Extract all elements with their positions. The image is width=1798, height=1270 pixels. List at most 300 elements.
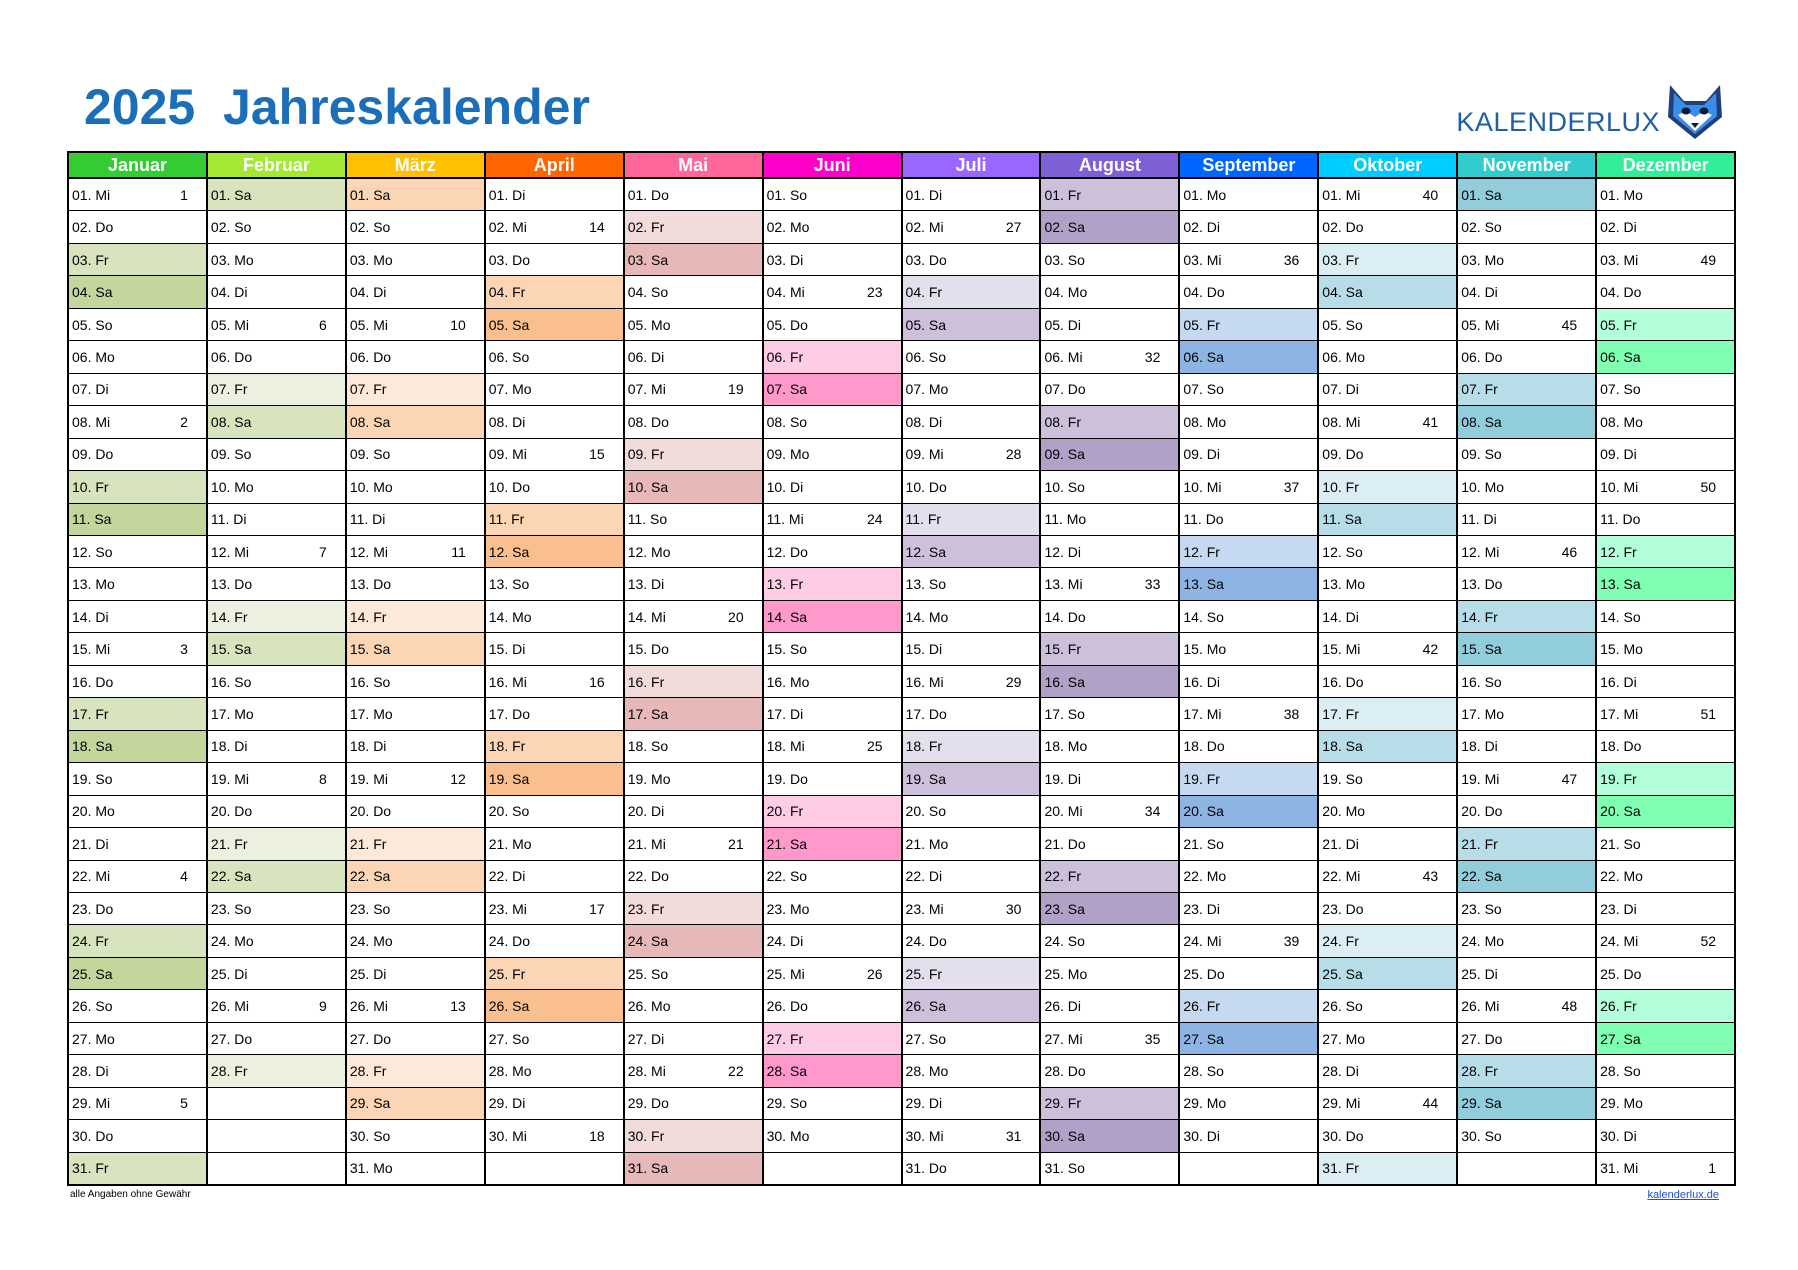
- day-cell[interactable]: [347, 471, 484, 503]
- day-cell[interactable]: [347, 276, 484, 308]
- day-cell[interactable]: [1180, 731, 1317, 763]
- day-cell[interactable]: [1597, 925, 1734, 957]
- day-cell[interactable]: [208, 958, 345, 990]
- day-cell[interactable]: [903, 244, 1040, 276]
- day-cell[interactable]: [486, 1023, 623, 1055]
- day-cell[interactable]: [1319, 698, 1456, 730]
- day-cell[interactable]: [1319, 1055, 1456, 1087]
- day-cell[interactable]: [1041, 1023, 1178, 1055]
- day-cell[interactable]: [347, 861, 484, 893]
- day-cell[interactable]: [625, 374, 762, 406]
- day-cell[interactable]: [347, 439, 484, 471]
- day-cell[interactable]: [347, 211, 484, 243]
- day-cell[interactable]: [486, 666, 623, 698]
- day-cell[interactable]: [1597, 633, 1734, 665]
- day-cell[interactable]: [625, 633, 762, 665]
- day-cell[interactable]: [69, 341, 206, 373]
- day-cell[interactable]: [1458, 406, 1595, 438]
- day-cell[interactable]: [1458, 1088, 1595, 1120]
- day-cell[interactable]: [208, 179, 345, 211]
- day-cell[interactable]: [903, 504, 1040, 536]
- day-cell[interactable]: [1180, 568, 1317, 600]
- day-cell[interactable]: [903, 309, 1040, 341]
- day-cell[interactable]: [69, 861, 206, 893]
- day-cell[interactable]: [69, 309, 206, 341]
- day-cell[interactable]: [1041, 406, 1178, 438]
- day-cell[interactable]: [1180, 276, 1317, 308]
- day-cell[interactable]: [1180, 828, 1317, 860]
- day-cell[interactable]: [764, 536, 901, 568]
- day-cell[interactable]: [1180, 471, 1317, 503]
- day-cell[interactable]: [1458, 374, 1595, 406]
- day-cell[interactable]: [1458, 731, 1595, 763]
- day-cell[interactable]: [903, 925, 1040, 957]
- day-cell[interactable]: [625, 536, 762, 568]
- day-cell[interactable]: [486, 244, 623, 276]
- day-cell[interactable]: [1041, 796, 1178, 828]
- day-cell[interactable]: [1458, 309, 1595, 341]
- day-cell[interactable]: [903, 990, 1040, 1022]
- day-cell[interactable]: [69, 763, 206, 795]
- day-cell[interactable]: [486, 763, 623, 795]
- day-cell[interactable]: [1319, 276, 1456, 308]
- day-cell[interactable]: [903, 666, 1040, 698]
- day-cell[interactable]: [69, 828, 206, 860]
- day-cell[interactable]: [1319, 309, 1456, 341]
- day-cell[interactable]: [1180, 633, 1317, 665]
- day-cell[interactable]: [1319, 925, 1456, 957]
- day-cell[interactable]: [208, 244, 345, 276]
- day-cell[interactable]: [764, 601, 901, 633]
- day-cell[interactable]: [1319, 1120, 1456, 1152]
- day-cell[interactable]: [625, 731, 762, 763]
- day-cell[interactable]: [486, 861, 623, 893]
- day-cell[interactable]: [1180, 1120, 1317, 1152]
- day-cell[interactable]: [1180, 504, 1317, 536]
- day-cell[interactable]: [764, 633, 901, 665]
- day-cell[interactable]: [69, 698, 206, 730]
- day-cell[interactable]: [1319, 1153, 1456, 1184]
- day-cell[interactable]: [1180, 536, 1317, 568]
- day-cell[interactable]: [69, 1088, 206, 1120]
- day-cell[interactable]: [625, 471, 762, 503]
- day-cell[interactable]: [1041, 990, 1178, 1022]
- day-cell[interactable]: [208, 893, 345, 925]
- day-cell[interactable]: [1597, 211, 1734, 243]
- day-cell[interactable]: [347, 1153, 484, 1184]
- day-cell[interactable]: [903, 276, 1040, 308]
- day-cell[interactable]: [69, 374, 206, 406]
- day-cell[interactable]: [486, 536, 623, 568]
- day-cell[interactable]: [1597, 244, 1734, 276]
- day-cell[interactable]: [208, 1055, 345, 1087]
- day-cell[interactable]: [1597, 763, 1734, 795]
- day-cell[interactable]: [903, 893, 1040, 925]
- day-cell[interactable]: [903, 861, 1040, 893]
- day-cell[interactable]: [1180, 1023, 1317, 1055]
- day-cell[interactable]: [764, 990, 901, 1022]
- day-cell[interactable]: [1319, 1088, 1456, 1120]
- day-cell[interactable]: [1041, 601, 1178, 633]
- day-cell[interactable]: [1319, 244, 1456, 276]
- day-cell[interactable]: [1458, 698, 1595, 730]
- day-cell[interactable]: [625, 179, 762, 211]
- day-cell[interactable]: [208, 374, 345, 406]
- day-cell[interactable]: [208, 861, 345, 893]
- day-cell[interactable]: [1041, 568, 1178, 600]
- day-cell[interactable]: [1180, 990, 1317, 1022]
- day-cell[interactable]: [764, 666, 901, 698]
- day-cell[interactable]: [1041, 763, 1178, 795]
- day-cell[interactable]: [1597, 990, 1734, 1022]
- day-cell[interactable]: [1458, 439, 1595, 471]
- day-cell[interactable]: [69, 958, 206, 990]
- day-cell[interactable]: [486, 990, 623, 1022]
- day-cell[interactable]: [625, 698, 762, 730]
- day-cell[interactable]: [1597, 1088, 1734, 1120]
- day-cell[interactable]: [208, 731, 345, 763]
- day-cell[interactable]: [903, 1088, 1040, 1120]
- day-cell[interactable]: [625, 309, 762, 341]
- day-cell[interactable]: [208, 1023, 345, 1055]
- day-cell[interactable]: [208, 211, 345, 243]
- day-cell[interactable]: [764, 698, 901, 730]
- day-cell[interactable]: [486, 698, 623, 730]
- day-cell[interactable]: [1458, 925, 1595, 957]
- day-cell[interactable]: [208, 633, 345, 665]
- day-cell[interactable]: [347, 309, 484, 341]
- day-cell[interactable]: [486, 1088, 623, 1120]
- day-cell[interactable]: [486, 1055, 623, 1087]
- day-cell[interactable]: [208, 796, 345, 828]
- day-cell[interactable]: [1041, 861, 1178, 893]
- day-cell[interactable]: [1319, 211, 1456, 243]
- day-cell[interactable]: [1458, 861, 1595, 893]
- day-cell[interactable]: [69, 796, 206, 828]
- day-cell[interactable]: [1458, 471, 1595, 503]
- day-cell[interactable]: [486, 439, 623, 471]
- day-cell[interactable]: [1180, 893, 1317, 925]
- day-cell[interactable]: [764, 439, 901, 471]
- day-cell[interactable]: [69, 211, 206, 243]
- day-cell[interactable]: [1458, 763, 1595, 795]
- day-cell[interactable]: [903, 601, 1040, 633]
- day-cell[interactable]: [347, 374, 484, 406]
- day-cell[interactable]: [764, 861, 901, 893]
- day-cell[interactable]: [1041, 893, 1178, 925]
- day-cell[interactable]: [1041, 341, 1178, 373]
- day-cell[interactable]: [486, 796, 623, 828]
- day-cell[interactable]: [903, 828, 1040, 860]
- day-cell[interactable]: [625, 568, 762, 600]
- day-cell[interactable]: [1597, 861, 1734, 893]
- day-cell[interactable]: [1319, 406, 1456, 438]
- day-cell[interactable]: [1458, 179, 1595, 211]
- day-cell[interactable]: [69, 1023, 206, 1055]
- day-cell[interactable]: [764, 796, 901, 828]
- day-cell[interactable]: [208, 341, 345, 373]
- day-cell[interactable]: [1458, 796, 1595, 828]
- day-cell[interactable]: [625, 796, 762, 828]
- day-cell[interactable]: [625, 1088, 762, 1120]
- day-cell[interactable]: [347, 341, 484, 373]
- day-cell[interactable]: [1319, 179, 1456, 211]
- day-cell[interactable]: [1597, 958, 1734, 990]
- day-cell[interactable]: [1180, 796, 1317, 828]
- day-cell[interactable]: [69, 471, 206, 503]
- day-cell[interactable]: [1458, 1153, 1595, 1184]
- day-cell[interactable]: [1319, 374, 1456, 406]
- day-cell[interactable]: [486, 341, 623, 373]
- day-cell[interactable]: [347, 244, 484, 276]
- day-cell[interactable]: [347, 1023, 484, 1055]
- day-cell[interactable]: [347, 828, 484, 860]
- day-cell[interactable]: [1597, 374, 1734, 406]
- day-cell[interactable]: [208, 925, 345, 957]
- day-cell[interactable]: [625, 990, 762, 1022]
- day-cell[interactable]: [1180, 439, 1317, 471]
- day-cell[interactable]: [1041, 731, 1178, 763]
- day-cell[interactable]: [1180, 698, 1317, 730]
- day-cell[interactable]: [625, 861, 762, 893]
- day-cell[interactable]: [486, 211, 623, 243]
- day-cell[interactable]: [764, 828, 901, 860]
- day-cell[interactable]: [1597, 698, 1734, 730]
- day-cell[interactable]: [347, 633, 484, 665]
- day-cell[interactable]: [903, 1153, 1040, 1184]
- day-cell[interactable]: [69, 406, 206, 438]
- day-cell[interactable]: [625, 341, 762, 373]
- day-cell[interactable]: [1458, 536, 1595, 568]
- day-cell[interactable]: [486, 374, 623, 406]
- day-cell[interactable]: [1458, 990, 1595, 1022]
- day-cell[interactable]: [1597, 1023, 1734, 1055]
- day-cell[interactable]: [1180, 179, 1317, 211]
- day-cell[interactable]: [69, 244, 206, 276]
- day-cell[interactable]: [1319, 536, 1456, 568]
- day-cell[interactable]: [1319, 439, 1456, 471]
- day-cell[interactable]: [625, 244, 762, 276]
- day-cell[interactable]: [486, 471, 623, 503]
- day-cell[interactable]: [208, 1120, 345, 1152]
- day-cell[interactable]: [1180, 1055, 1317, 1087]
- day-cell[interactable]: [208, 1088, 345, 1120]
- day-cell[interactable]: [1597, 1153, 1734, 1184]
- day-cell[interactable]: [1180, 925, 1317, 957]
- day-cell[interactable]: [486, 179, 623, 211]
- day-cell[interactable]: [69, 439, 206, 471]
- day-cell[interactable]: [69, 568, 206, 600]
- day-cell[interactable]: [1180, 211, 1317, 243]
- day-cell[interactable]: [764, 568, 901, 600]
- day-cell[interactable]: [903, 179, 1040, 211]
- day-cell[interactable]: [1458, 633, 1595, 665]
- day-cell[interactable]: [1180, 374, 1317, 406]
- brand[interactable]: [1456, 78, 1726, 148]
- day-cell[interactable]: [1041, 1120, 1178, 1152]
- day-cell[interactable]: [486, 406, 623, 438]
- day-cell[interactable]: [347, 763, 484, 795]
- day-cell[interactable]: [625, 1120, 762, 1152]
- day-cell[interactable]: [69, 731, 206, 763]
- day-cell[interactable]: [1597, 828, 1734, 860]
- day-cell[interactable]: [69, 1153, 206, 1184]
- day-cell[interactable]: [208, 471, 345, 503]
- day-cell[interactable]: [208, 666, 345, 698]
- day-cell[interactable]: [1041, 666, 1178, 698]
- day-cell[interactable]: [486, 633, 623, 665]
- day-cell[interactable]: [69, 276, 206, 308]
- day-cell[interactable]: [625, 1023, 762, 1055]
- day-cell[interactable]: [1597, 731, 1734, 763]
- day-cell[interactable]: [903, 731, 1040, 763]
- day-cell[interactable]: [1180, 763, 1317, 795]
- day-cell[interactable]: [347, 731, 484, 763]
- day-cell[interactable]: [1597, 568, 1734, 600]
- day-cell[interactable]: [1041, 211, 1178, 243]
- day-cell[interactable]: [764, 276, 901, 308]
- day-cell[interactable]: [1458, 211, 1595, 243]
- day-cell[interactable]: [764, 731, 901, 763]
- day-cell[interactable]: [1597, 341, 1734, 373]
- day-cell[interactable]: [1180, 861, 1317, 893]
- day-cell[interactable]: [347, 536, 484, 568]
- day-cell[interactable]: [69, 925, 206, 957]
- day-cell[interactable]: [1319, 568, 1456, 600]
- day-cell[interactable]: [1597, 796, 1734, 828]
- day-cell[interactable]: [764, 1153, 901, 1184]
- day-cell[interactable]: [903, 211, 1040, 243]
- day-cell[interactable]: [1597, 406, 1734, 438]
- day-cell[interactable]: [1041, 828, 1178, 860]
- day-cell[interactable]: [208, 536, 345, 568]
- day-cell[interactable]: [1597, 893, 1734, 925]
- day-cell[interactable]: [1041, 1153, 1178, 1184]
- day-cell[interactable]: [486, 925, 623, 957]
- day-cell[interactable]: [1180, 958, 1317, 990]
- day-cell[interactable]: [903, 633, 1040, 665]
- day-cell[interactable]: [625, 828, 762, 860]
- day-cell[interactable]: [208, 406, 345, 438]
- day-cell[interactable]: [486, 309, 623, 341]
- day-cell[interactable]: [903, 536, 1040, 568]
- day-cell[interactable]: [1319, 990, 1456, 1022]
- day-cell[interactable]: [347, 179, 484, 211]
- day-cell[interactable]: [1319, 796, 1456, 828]
- day-cell[interactable]: [1041, 1055, 1178, 1087]
- day-cell[interactable]: [486, 1153, 623, 1184]
- day-cell[interactable]: [764, 893, 901, 925]
- day-cell[interactable]: [1041, 471, 1178, 503]
- day-cell[interactable]: [1041, 439, 1178, 471]
- day-cell[interactable]: [347, 925, 484, 957]
- day-cell[interactable]: [1041, 374, 1178, 406]
- day-cell[interactable]: [486, 601, 623, 633]
- day-cell[interactable]: [486, 1120, 623, 1152]
- day-cell[interactable]: [208, 698, 345, 730]
- day-cell[interactable]: [1041, 925, 1178, 957]
- day-cell[interactable]: [1319, 341, 1456, 373]
- day-cell[interactable]: [69, 536, 206, 568]
- day-cell[interactable]: [1458, 601, 1595, 633]
- day-cell[interactable]: [69, 1055, 206, 1087]
- day-cell[interactable]: [1597, 439, 1734, 471]
- day-cell[interactable]: [1319, 471, 1456, 503]
- day-cell[interactable]: [69, 893, 206, 925]
- day-cell[interactable]: [1041, 244, 1178, 276]
- day-cell[interactable]: [1180, 341, 1317, 373]
- day-cell[interactable]: [625, 958, 762, 990]
- day-cell[interactable]: [1041, 179, 1178, 211]
- day-cell[interactable]: [625, 893, 762, 925]
- day-cell[interactable]: [1180, 244, 1317, 276]
- day-cell[interactable]: [208, 828, 345, 860]
- day-cell[interactable]: [1597, 1120, 1734, 1152]
- day-cell[interactable]: [1597, 471, 1734, 503]
- day-cell[interactable]: [764, 341, 901, 373]
- day-cell[interactable]: [208, 1153, 345, 1184]
- day-cell[interactable]: [1458, 1023, 1595, 1055]
- day-cell[interactable]: [903, 796, 1040, 828]
- day-cell[interactable]: [903, 1120, 1040, 1152]
- day-cell[interactable]: [208, 504, 345, 536]
- day-cell[interactable]: [69, 601, 206, 633]
- day-cell[interactable]: [1319, 861, 1456, 893]
- day-cell[interactable]: [1597, 601, 1734, 633]
- day-cell[interactable]: [764, 406, 901, 438]
- day-cell[interactable]: [1458, 1055, 1595, 1087]
- day-cell[interactable]: [1458, 568, 1595, 600]
- day-cell[interactable]: [1319, 601, 1456, 633]
- day-cell[interactable]: [1319, 893, 1456, 925]
- day-cell[interactable]: [764, 958, 901, 990]
- day-cell[interactable]: [1319, 763, 1456, 795]
- day-cell[interactable]: [1319, 666, 1456, 698]
- day-cell[interactable]: [625, 1055, 762, 1087]
- day-cell[interactable]: [903, 374, 1040, 406]
- day-cell[interactable]: [1458, 958, 1595, 990]
- day-cell[interactable]: [903, 439, 1040, 471]
- day-cell[interactable]: [764, 1088, 901, 1120]
- day-cell[interactable]: [1458, 1120, 1595, 1152]
- day-cell[interactable]: [764, 374, 901, 406]
- day-cell[interactable]: [1458, 276, 1595, 308]
- day-cell[interactable]: [347, 504, 484, 536]
- day-cell[interactable]: [486, 828, 623, 860]
- day-cell[interactable]: [903, 471, 1040, 503]
- day-cell[interactable]: [1597, 504, 1734, 536]
- day-cell[interactable]: [625, 666, 762, 698]
- day-cell[interactable]: [1458, 893, 1595, 925]
- day-cell[interactable]: [486, 958, 623, 990]
- day-cell[interactable]: [625, 406, 762, 438]
- day-cell[interactable]: [1597, 179, 1734, 211]
- day-cell[interactable]: [764, 763, 901, 795]
- day-cell[interactable]: [1597, 1055, 1734, 1087]
- day-cell[interactable]: [903, 1055, 1040, 1087]
- day-cell[interactable]: [625, 439, 762, 471]
- day-cell[interactable]: [1319, 731, 1456, 763]
- day-cell[interactable]: [1041, 309, 1178, 341]
- day-cell[interactable]: [1319, 633, 1456, 665]
- day-cell[interactable]: [1180, 1088, 1317, 1120]
- day-cell[interactable]: [69, 179, 206, 211]
- day-cell[interactable]: [903, 341, 1040, 373]
- day-cell[interactable]: [69, 633, 206, 665]
- day-cell[interactable]: [347, 1055, 484, 1087]
- day-cell[interactable]: [347, 568, 484, 600]
- day-cell[interactable]: [1041, 1088, 1178, 1120]
